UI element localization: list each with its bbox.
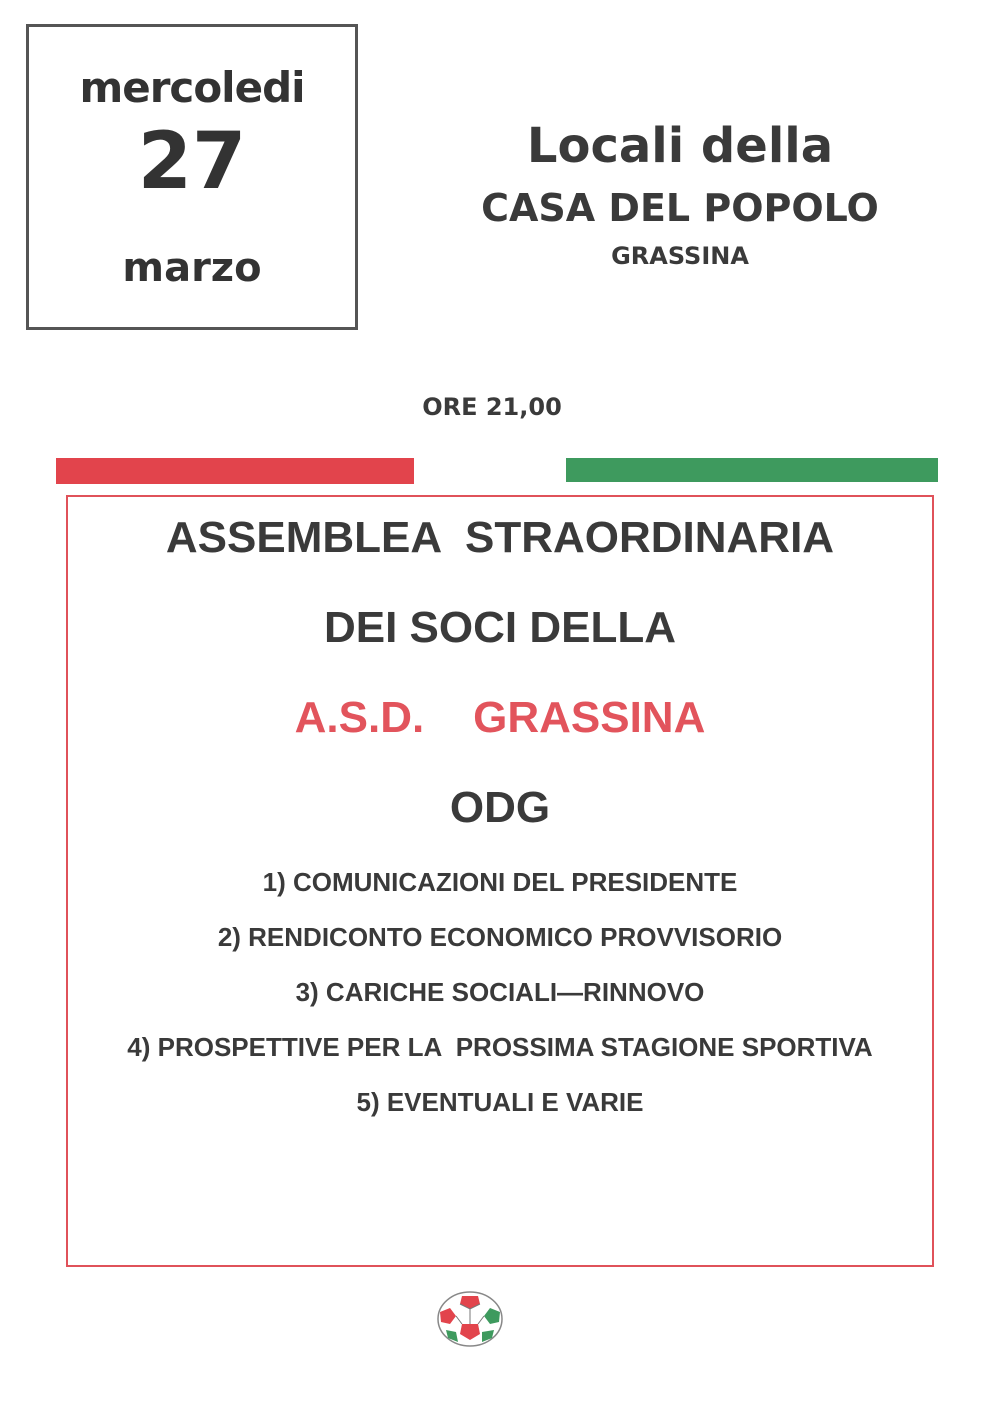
assembly-box [66,495,934,1267]
agenda-item: 1) COMUNICAZIONI DEL PRESIDENTE [262,867,738,897]
date-weekday: mercoledi [79,63,305,112]
club-name: A.S.D. GRASSINA [294,693,706,742]
agenda-item: 4) PROSPETTIVE PER LA PROSSIMA STAGIONE SPORTIVA [127,1032,873,1062]
red-stripe [56,458,414,484]
agenda-title: ODG [449,783,551,832]
agenda-list [68,865,932,1140]
assembly-title: ASSEMBLEA STRAORDINARIA [165,513,835,562]
venue-line1: Locali della [526,118,834,174]
date-day: 27 [137,117,247,207]
venue-town: GRASSINA [611,242,749,270]
agenda-item: 2) RENDICONTO ECONOMICO PROVVISORIO [217,922,783,952]
soccer-ball-icon [436,1290,504,1348]
date-month: marzo [122,245,262,291]
agenda-item: 5) EVENTUALI E VARIE [356,1087,644,1117]
venue-name: CASA DEL POPOLO [481,186,879,230]
date-box [26,24,358,330]
green-stripe [566,458,938,482]
assembly-subtitle: DEI SOCI DELLA [323,603,677,652]
agenda-item: 3) CARICHE SOCIALI—RINNOVO [295,977,705,1007]
event-time: ORE 21,00 [422,393,562,421]
